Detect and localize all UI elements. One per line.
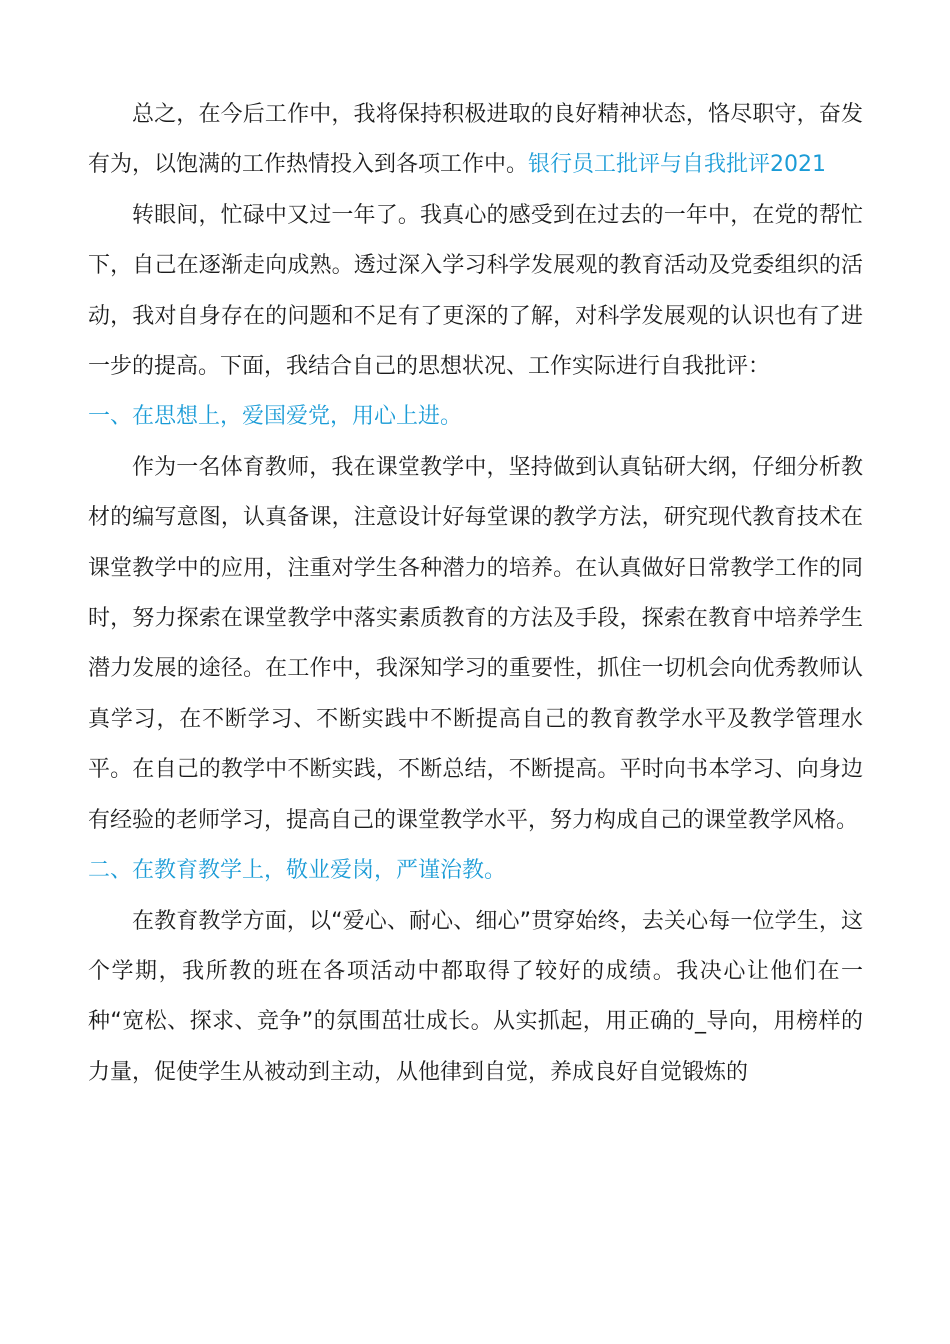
paragraph-intro: 转眼间，忙碌中又过一年了。我真心的感受到在过去的一年中，在党的帮忙下，自己在逐渐走向成熟。透过深入学习科学发展观的教育活动及党委组织的活动，我对自身存在的问题和不足有了更深的了解，对科学发展观的认识也有了进一步的提高。下面，我结合自己的思想状况、工作实际进行自我批评： [88, 202, 863, 380]
paragraph-summary-text: 总之，在今后工作中，我将保持积极进取的良好精神状态，恪尽职守，奋发有为，以饱满的工作热情投入到各项工作中。 [88, 102, 863, 178]
paragraph-summary [88, 90, 863, 191]
section-heading-1: 一、在思想上，爱国爱党，用心上进。 [88, 404, 463, 430]
paragraph-section-2: 在教育教学方面，以“爱心、耐心、细心”贯穿始终，去关心每一位学生，这个学期，我所教的班在各项活动中都取得了较好的成绩。我决心让他们在一种“宽松、探求、竞争”的氛围茁壮成长。从实抓起，用正确的_导向，用榜样的力量，促使学生从被动到主动，从他律到自觉，养成良好自觉锻炼的 [88, 908, 863, 1085]
document-page [88, 90, 863, 1098]
paragraph-section-1: 作为一名体育教师，我在课堂教学中，坚持做到认真钻研大纲，仔细分析教材的编写意图，认真备课，注意设计好每堂课的教学方法，研究现代教育技术在课堂教学中的应用，注重对学生各种潜力的培养。在认真做好日常教学工作的同时，努力探索在课堂教学中落实素质教育的方法及手段，探索在教育中培养学生潜力发展的途径。在工作中，我深知学习的重要性，抓住一切机会向优秀教师认真学习，在不断学习、不断实践中不断提高自己的教育教学水平及教学管理水平。在自己的教学中不断实践，不断总结，不断提高。平时向书本学习、向身边有经验的老师学习，提高自己的课堂教学水平，努力构成自己的课堂教学风格。 [88, 454, 863, 833]
section-heading-2: 二、在教育教学上，敬业爱岗，严谨治教。 [88, 858, 507, 884]
article-title-link[interactable]: 银行员工批评与自我批评2021 [528, 152, 827, 178]
